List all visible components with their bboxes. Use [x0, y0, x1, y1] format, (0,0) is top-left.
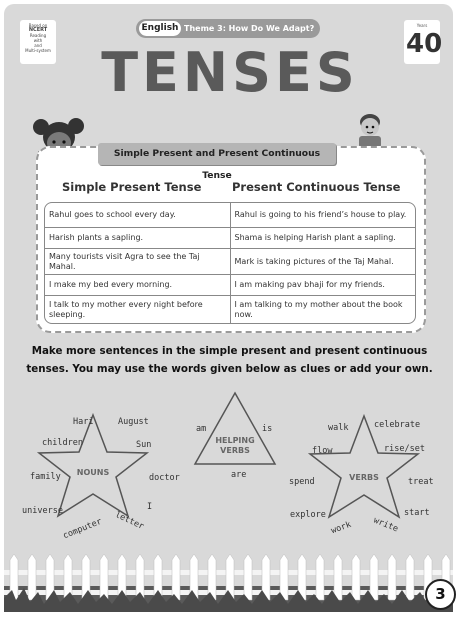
helping-verb-word: are	[231, 470, 247, 480]
noun-word: I	[147, 502, 153, 512]
fence-illustration	[4, 550, 453, 612]
verb-word: rise/set	[384, 444, 425, 454]
logo-tagline: Years	[416, 23, 428, 28]
helping-verbs-label: HELPING VERBS	[215, 436, 255, 455]
verb-word: spend	[289, 477, 315, 487]
verb-word: walk	[328, 423, 349, 433]
verb-word: treat	[408, 477, 434, 487]
table-cell: I make my bed every morning.	[45, 275, 231, 295]
table-cell: I am making pav bhaji for my friends.	[234, 280, 385, 289]
theme-label: Theme 3: How Do We Adapt?	[184, 24, 315, 33]
simple-present-heading: Simple Present Tense	[62, 180, 202, 194]
verb-word: explore	[290, 510, 326, 520]
noun-word: universe	[22, 506, 63, 516]
noun-word: Sun	[136, 440, 152, 450]
page-title: TENSES	[101, 41, 359, 104]
verb-word: work	[329, 519, 353, 537]
noun-word: letter	[113, 509, 146, 533]
table-cell: Rahul goes to school every day.	[45, 203, 231, 227]
noun-word: doctor	[149, 473, 180, 483]
verb-word: write	[372, 515, 400, 535]
table-cell: Many tourists visit Agra to see the Taj Mahal.	[45, 249, 231, 274]
verb-word: start	[404, 508, 430, 518]
verb-word: celebrate	[374, 420, 421, 430]
instruction-text: Make more sentences in the simple present and present continuous tenses. You may use the words given below as clues or add your own.	[26, 345, 433, 375]
table-cell: Rahul is going to his friend’s house to play.	[234, 210, 407, 219]
logo-line: Reading	[29, 33, 47, 38]
logo-line: and	[34, 43, 42, 48]
noun-word: August	[118, 417, 149, 427]
logo-number: 40	[406, 29, 443, 59]
helping-verb-word: am	[196, 424, 207, 434]
table-cell: Harish plants a sapling.	[45, 228, 231, 248]
present-continuous-heading: Present Continuous Tense	[232, 180, 401, 194]
logo-line: Based on	[28, 23, 48, 28]
nouns-star-shape	[39, 415, 147, 516]
noun-word: children	[42, 438, 83, 448]
table-cell: Mark is taking pictures of the Taj Mahal.	[234, 256, 394, 266]
logo-line: with	[33, 38, 43, 43]
nouns-label: NOUNS	[76, 468, 110, 477]
helping-verb-word: is	[262, 424, 273, 434]
noun-word: computer	[61, 516, 104, 542]
logo-line: Multi-system	[25, 48, 51, 53]
logo-line: NCERT	[28, 27, 48, 33]
verb-word: flow	[312, 446, 333, 456]
page-number: 3	[425, 579, 456, 610]
table-cell: Shama is helping Harish plant a sapling.	[234, 233, 396, 242]
noun-word: family	[30, 472, 61, 482]
verbs-label: VERBS	[349, 473, 379, 482]
table-cell: I talk to my mother every night before sleeping.	[45, 296, 231, 323]
table-cell: I am talking to my mother about the book now.	[234, 299, 403, 319]
noun-word: Hari	[73, 417, 94, 427]
section-banner: Simple Present and Present Continuous Tense	[98, 143, 336, 165]
subject-label: English	[139, 21, 181, 36]
